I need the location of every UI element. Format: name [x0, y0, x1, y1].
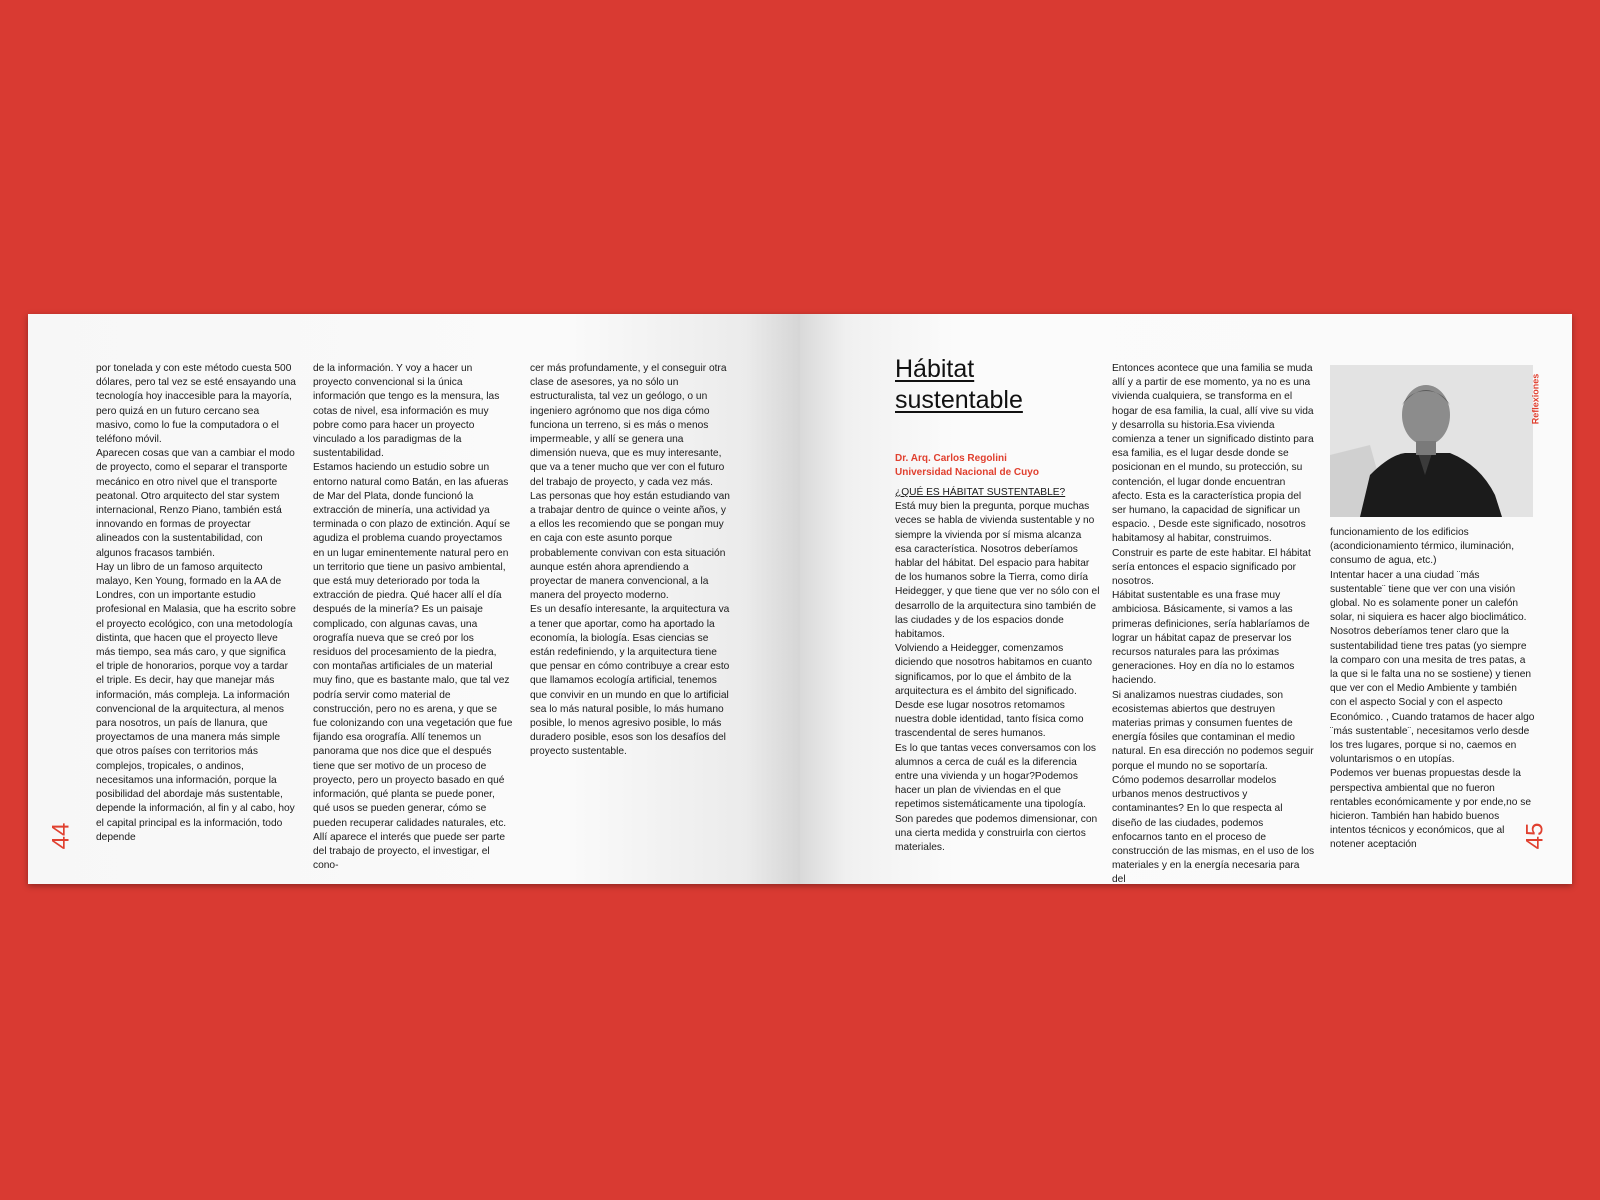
right-col2-paragraph: Si analizamos nuestras ciudades, son ecosistemas abiertos que destruyen materias primas y consumen fuentes de energía fósiles que contaminan el medio natural. En esa dirección no podemos seguir porque el mundo no se soportaría.	[1112, 689, 1314, 772]
right-col2-paragraph: Entonces acontece que una familia se muda allí y a partir de ese momento, ya no es una vivienda cualquiera, se transforma en el hogar de esa familia, la cual, allí vive su vida y desarrolla su historia.Esa vivienda comienza a tener un significado distinto para esa familia, es el lugar desde donde se posicionan en el mundo, su protección, su contención, el lugar donde encuentran afecto. Esta es la característica propia del ser humano, la capacidad de significar un espacio. , Desde este significado, nosotros habitamosy al habitar, construimos. Construir es parte de este habitar. El hábitat sería entonces el espacio significado por nosotros.	[1112, 363, 1314, 588]
right-page	[800, 314, 1572, 884]
right-col2-paragraph: Hábitat sustentable es una frase muy ambiciosa. Básicamente, si vamos a las primeras definiciones, sería hablaríamos de lograr un hábitat capaz de preservar los recursos naturales para las próximas generaciones. Hoy en día no lo estamos haciendo.	[1112, 590, 1310, 687]
left-col3-paragraph: cer más profundamente, y el conseguir otra clase de asesores, ya no sólo un estructuralista, tal vez un geólogo, o un ingeniero agrónomo que nos diga cómo funciona un terreno, si es más o menos impermeable, y allí se genera una dimensión nueva, que es muy interesante, que va a tener mucho que ver con el futuro del trabajo de proyecto, y cada vez más. Las personas que hoy están estudiando van a trabajar dentro de quince o veinte años, y a ellos les recomiendo que se pongan muy en caja con este asunto porque probablemente convivan con esta situación aunque estén ahora aprendiendo a proyectar de manera convencional, a la manera del proyecto moderno.	[530, 363, 730, 602]
portrait-illustration	[1330, 365, 1533, 517]
author-block	[895, 452, 1039, 480]
right-col3-paragraph: Intentar hacer a una ciudad ¨más sustentable¨ tiene que ver con una visión global. No es solamente poner un calefón solar, ni siquiera es hacer algo bioclimático. Nosotros deberíamos tener claro que la sustentabilidad tiene tres patas (yo siempre la comparo con una mesita de tres patas, a la que si le falta una no se sostiene) y tienen que ver con el Medio Ambiente y también con el aspecto Social y con el aspecto Económico. , Cuando tratamos de hacer algo ¨más sustentable¨, necesitamos verlo desde los tres lugares, porque si no, caemos en voluntarismos o en utopías.	[1330, 569, 1535, 766]
page-number-left: 44	[47, 822, 75, 850]
left-col1-paragraph: por tonelada y con este método cuesta 500 dólares, pero tal vez se esté ensayando una tecnología hoy inaccesible para la mayoría, pero quizá en un futuro cercano sea masivo, como lo fue la computadora o el teléfono móvil.	[96, 363, 296, 446]
left-column-1	[96, 362, 296, 845]
right-column-3	[1330, 526, 1535, 853]
left-column-2	[313, 362, 513, 873]
left-col1-paragraph: Hay un libro de un famoso arquitecto malayo, Ken Young, formado en la AA de Londres, con un importante estudio profesional en Malasia, que ha escrito sobre el proyecto ecológico, con una metodología distinta, que hacen que el proyecto lleve más tiempo, sea más caro, y que significa el triple de honorarios, porque voy a tardar el triple. Es decir, hay que manejar más información, más compleja. La información convencional de la arquitectura, al menos para nosotros, un país de llanura, que proyectamos de una manera más simple que otros países con territorios más complejos, tropicales, o andinos, necesitamos una información, porque la posibilidad del abordaje más sustentable, depende la información, al fin y al cabo, hoy el capital principal es la información, todo depende	[96, 561, 296, 843]
right-col2-paragraph: Cómo podemos desarrollar modelos urbanos menos destructivos y contaminantes? En lo que respecta al diseño de las ciudades, podemos enfocarnos tanto en el proceso de construcción de las mismas, en el uso de los materiales y en la energía necesaria para del	[1112, 774, 1315, 884]
right-column-1	[895, 486, 1100, 855]
left-col2-paragraph: de la información. Y voy a hacer un proyecto convencional si la única información que tengo es la mensura, las cotas de nivel, esa información es muy pobre como para hacer un proyecto vinculado a los paradigmas de la sustentabilidad.	[313, 363, 500, 460]
left-col3-paragraph: Es un desafío interesante, la arquitectura va a tener que aportar, como ha aportado la economía, la biología. Esas ciencias se están redefiniendo, y la arquitectura tiene que pensar en cómo contribuye a crear esto que llamamos ecología artificial, tenemos que convivir en un mundo en que lo artificial sea lo más natural posible, lo más humano posible, lo menos agresivo posible, lo más duradero posible, esos son los desafíos del proyecto sustentable.	[530, 604, 730, 758]
author-portrait-photo	[1330, 365, 1533, 517]
page-number-right: 45	[1521, 822, 1549, 850]
right-col1-paragraph: Es lo que tantas veces conversamos con los alumnos a cerca de cuál es la diferencia entre una vivienda y un hogar?Podemos hacer un plan de viviendas en el que repetimos sistemáticamente una tipología. Son paredes que podemos dimensionar, con una cierta medida y construirla con ciertos materiales.	[895, 742, 1098, 854]
right-col3-paragraph: Podemos ver buenas propuestas desde la perspectiva ambiental que no fueron rentables económicamente y por ende,no se hicieron. También han habido buenos intentos técnicos y económicos, que al notener aceptación	[1330, 768, 1532, 851]
question-heading: ¿QUÉ ES HÁBITAT SUSTENTABLE?	[895, 487, 1066, 498]
right-col1-paragraph: Volviendo a Heidegger, comenzamos diciendo que nosotros habitamos en cuanto significamos, por lo que el ámbito de la arquitectura es el ámbito del significado. Desde ese lugar nosotros retomamos nuestra doble identidad, tanto física como trascendental de seres humanos.	[895, 643, 1093, 740]
left-col1-paragraph: Aparecen cosas que van a cambiar el modo de proyecto, como el separar el transporte mecánico en otro nivel que el transporte peatonal. Otro arquitecto del star system internacional, Renzo Piano, también está innovando en formas de proyectar alineados con la sustentabilidad, con algunos fracasos también.	[96, 448, 295, 559]
left-col2-paragraph: Estamos haciendo un estudio sobre un entorno natural como Batán, en las afueras de Mar del Plata, donde funcionó la extracción de minería, una actividad ya terminada o con plazo de extinción. Aquí se agudiza el problema cuando proyectamos en un lugar eminentemente natural pero en un territorio que tiene un pasivo ambiental, que está muy deteriorado por toda la extracción de piedra. Qué hacer allí el día después de la minería? Es un paisaje complicado, con algunas cavas, una orografía nueva que se creó por los residuos del procesamiento de la piedra, con montañas artificiales de un material muy fino, que es bastante malo, que tal vez podría servir como material de construcción, pero no es arena, y que se fue colonizando con una vegetación que fue fijando esa orografía. Allí tenemos un panorama que nos dice que el después tiene que ser motivo de un proceso de proyecto, pero un proyecto basado en qué información, qué planta se puede poner, qué usos se pueden generar, cómo se pueden recuperar calidades naturales, etc. Allí aparece el interés que puede ser parte del trabajo de proyecto, el investigar, el cono-	[313, 462, 513, 872]
article-title: Hábitat sustentable	[895, 355, 1023, 414]
right-col1-paragraph: Está muy bien la pregunta, porque muchas veces se habla de vivienda sustentable y no siempre la vivienda por sí misma alcanza esa característica. Nosotros deberíamos hablar del hábitat. Del espacio para habitar de los humanos sobre la Tierra, como diría Heidegger, y que tiene que ver no sólo con el desarrollo de la arquitectura sino también de las ciudades y de los espacios donde habitamos.	[895, 501, 1100, 641]
left-column-3	[530, 362, 730, 760]
right-column-2	[1112, 362, 1315, 884]
author-name: Dr. Arq. Carlos Regolini	[895, 453, 1007, 464]
right-col3-paragraph: funcionamiento de los edificios (acondicionamiento térmico, iluminación, consumo de agua, etc.)	[1330, 527, 1515, 567]
magazine-spread	[28, 314, 1572, 884]
left-page	[28, 314, 800, 884]
section-tag: Reflexiones	[1530, 373, 1541, 425]
author-affiliation: Universidad Nacional de Cuyo	[895, 467, 1039, 478]
